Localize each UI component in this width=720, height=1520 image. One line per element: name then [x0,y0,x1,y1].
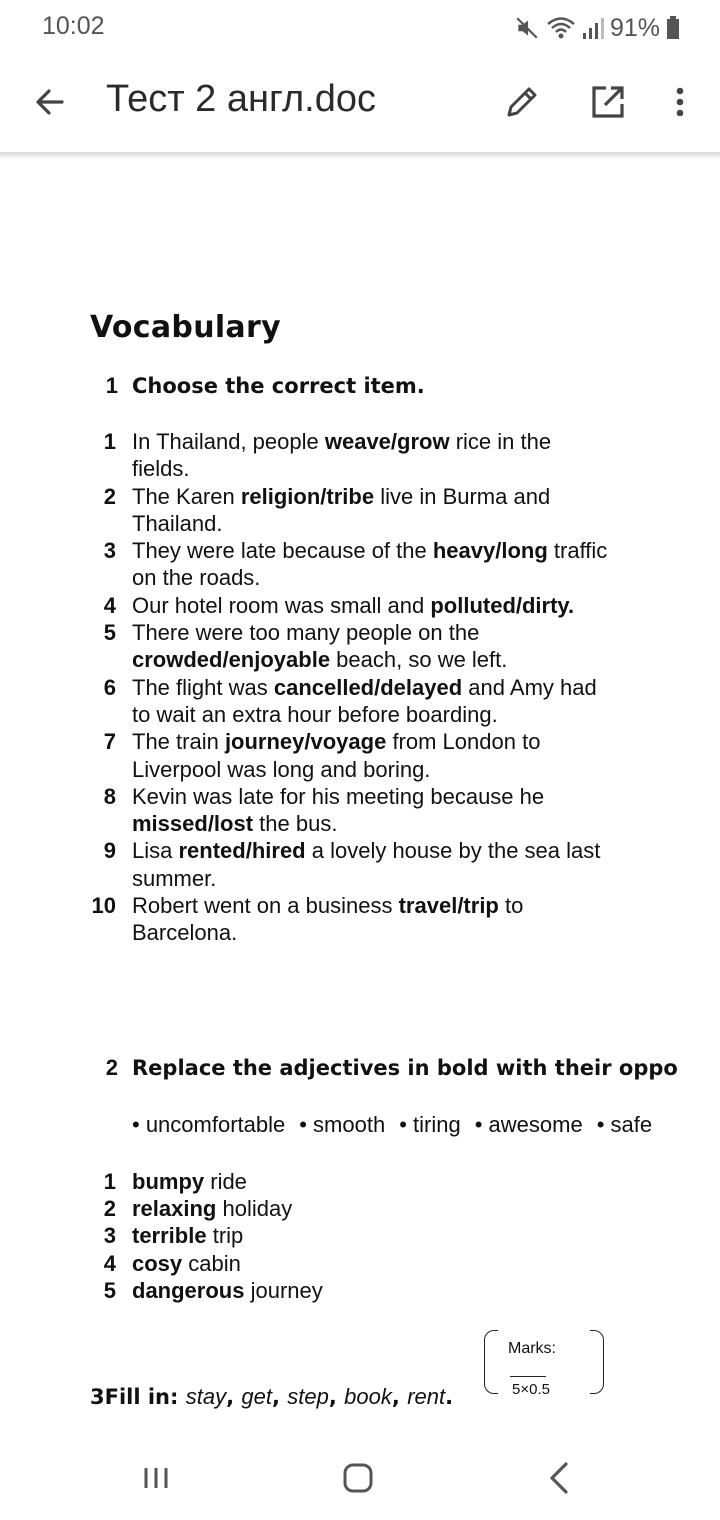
word-option: • smooth [299,1112,386,1137]
word-option: • tiring [399,1112,461,1137]
item-noun: holiday [216,1196,293,1222]
bracket-right [590,1330,604,1394]
item-text [132,1168,612,1195]
list-item [86,537,626,592]
battery-icon [666,15,680,41]
item-options: polluted/dirty. [430,592,575,618]
list-item [86,592,626,619]
exercise-2-items [86,1168,626,1304]
word-option: • awesome [474,1112,583,1137]
fill-word: stay [185,1384,227,1409]
item-text [132,1250,612,1277]
status-bar [0,0,720,56]
list-item [86,1195,626,1222]
item-number: 1 [103,1169,116,1194]
item-text [132,483,612,538]
fill-word: rent [407,1384,446,1409]
recents-icon[interactable] [138,1460,174,1496]
item-text-before: There were too many people on the [132,620,480,646]
list-item [86,483,626,538]
exercise-3-label: 3Fill in: [90,1385,186,1409]
item-options: travel/trip [398,893,499,919]
item-text [132,428,612,483]
back-arrow-icon[interactable] [28,80,72,124]
item-text-before: They were late because of the [132,538,433,564]
bracket-left [484,1330,498,1394]
list-item [86,728,626,783]
section-heading: Vocabulary [90,310,281,345]
more-vert-icon[interactable] [660,80,700,124]
item-options: rented/hired [178,838,306,864]
system-nav-bar [0,1420,720,1520]
word-option: • uncomfortable [132,1112,286,1137]
item-options: heavy/long [432,538,548,564]
item-text-before: Robert went on a business [132,893,399,919]
list-item [86,783,626,838]
item-number: 4 [103,592,116,618]
item-number: 9 [103,838,116,864]
word-list [132,1112,666,1138]
item-number: 5 [103,620,116,646]
list-item [86,674,626,729]
app-bar-shadow [0,152,720,160]
document-page[interactable] [0,160,720,1420]
word-option: • safe [596,1112,653,1137]
item-number: 5 [103,1277,116,1303]
item-text-before: Lisa [132,838,179,864]
list-item [86,892,626,947]
item-number: 2 [103,483,116,509]
item-text-before: The Karen [132,483,241,509]
list-item [86,1250,626,1277]
item-text [132,592,612,619]
exercise-1-items [86,428,626,947]
separator: , [328,1385,345,1409]
item-number: 8 [103,783,116,809]
separator: , [226,1385,242,1409]
status-time: 10:02 [42,12,105,40]
exercise-instruction: Replace the adjectives in bold with their oppo [132,1056,678,1080]
item-adjective: dangerous [132,1277,245,1303]
item-options: journey/voyage [224,729,387,755]
item-text [132,783,612,838]
item-text [132,1195,612,1222]
exercise-1-header [90,373,425,399]
item-text [132,619,612,674]
item-adjective: cosy [132,1250,183,1276]
item-text-after: live in Burma and Thailand. [132,483,551,536]
list-item [86,619,626,674]
item-noun: cabin [182,1250,241,1276]
marks-value: 5×0.5 [512,1381,550,1398]
item-number: 2 [103,1196,116,1222]
item-text-before: The flight was [132,674,274,700]
item-adjective: terrible [132,1223,207,1249]
fill-word: book [344,1384,392,1409]
back-icon[interactable] [544,1458,574,1498]
app-bar [0,56,720,154]
list-item [86,1168,626,1195]
item-text-before: Kevin was late for his meeting because he [132,783,545,809]
signal-icon [582,15,604,41]
item-text-after: beach, so we left. [330,647,508,673]
item-adjective: bumpy [132,1169,205,1194]
item-text-after: from London to Liverpool was long and boring. [132,729,541,782]
home-icon[interactable] [338,1458,378,1498]
separator: , [391,1385,408,1409]
item-text [132,837,612,892]
item-options: cancelled/delayed [273,674,463,700]
item-text-after: to Barcelona. [132,893,524,946]
item-text [132,1222,612,1249]
status-icons [514,12,680,44]
item-text-after: traffic on the roads. [132,538,608,591]
end-mark: . [445,1385,454,1409]
item-number: 4 [103,1250,116,1276]
item-number: 1 [103,429,116,454]
item-noun: ride [204,1169,247,1194]
item-text-before: In Thailand, people [132,429,325,454]
item-number: 3 [103,1223,116,1249]
item-text-before: The train [132,729,225,755]
item-number: 6 [103,674,116,700]
item-text-after: and Amy had to wait an extra hour before boarding. [132,674,597,727]
item-text-after: a lovely house by the sea last summer. [132,838,601,891]
exercise-number: 2 [105,1055,118,1080]
separator: , [271,1385,288,1409]
exercise-3-header [90,1384,453,1410]
wifi-icon [546,15,576,41]
marks-line [510,1376,546,1377]
item-text-before: Our hotel room was small and [132,592,431,618]
open-external-icon[interactable] [586,80,630,124]
list-item [86,428,626,483]
item-text-after: rice in the fields. [132,429,552,482]
item-text [132,892,612,947]
item-text [132,728,612,783]
marks-box [484,1330,604,1398]
battery-level: 91% [609,13,660,42]
item-text-after: the bus. [253,811,338,837]
item-number: 10 [91,893,116,919]
item-options: weave/grow [324,429,450,454]
exercise-2-header [90,1055,678,1081]
item-options: religion/tribe [240,483,375,509]
item-options: crowded/enjoyable [132,647,331,673]
fill-word: get [241,1384,272,1409]
mute-icon [514,15,540,41]
document-title: Тест 2 англ.doc [106,78,377,120]
edit-pencil-icon[interactable] [500,80,544,124]
item-number: 3 [103,538,116,564]
fill-word: step [287,1384,329,1409]
marks-label: Marks: [508,1340,556,1357]
list-item [86,837,626,892]
item-text [132,537,612,592]
item-text [132,1277,612,1304]
item-noun: trip [206,1223,244,1249]
item-adjective: relaxing [132,1196,217,1222]
item-number: 7 [103,729,116,755]
exercise-number: 1 [105,373,118,398]
list-item [86,1277,626,1304]
item-options: missed/lost [132,811,254,837]
list-item [86,1222,626,1249]
item-noun: journey [244,1277,323,1303]
item-text [132,674,612,729]
exercise-instruction: Choose the correct item. [132,374,425,398]
